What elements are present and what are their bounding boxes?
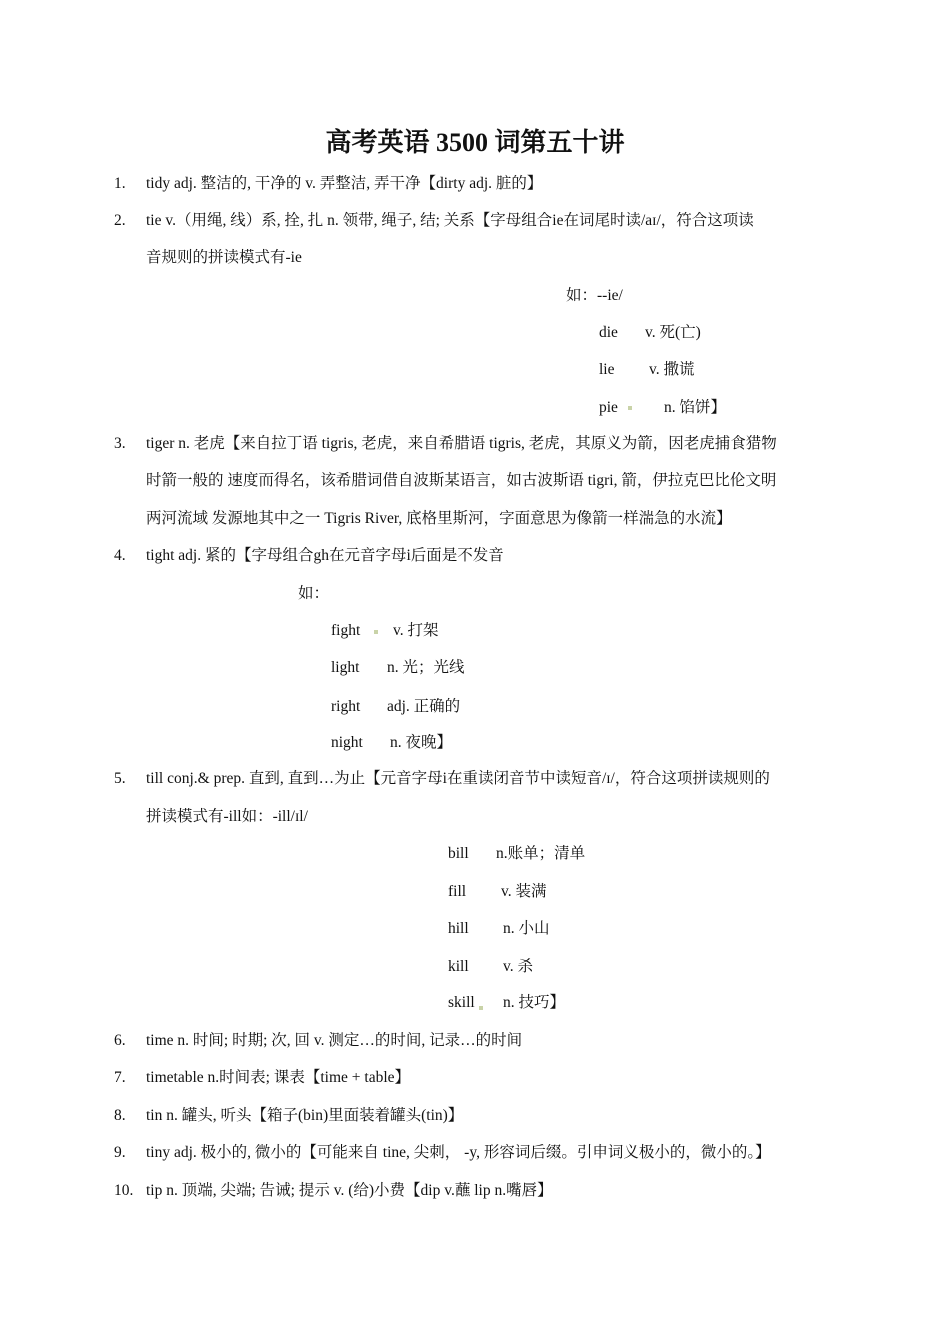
example-meaning: v. 死(亡) [645,324,701,341]
item-text: tie v.（用绳, 线）系, 拴, 扎 n. 领带, 绳子, 结; 关系【字母组合ie在词尾时读/aɪ/，符合这项读 [146,212,754,229]
example-word: hill [448,920,469,937]
example-word: bill [448,845,469,862]
item-text: 时箭一般的 速度而得名，该希腊词借自波斯某语言，如古波斯语 tigri, 箭，伊拉克巴比伦文明 [146,472,777,489]
example-word: die [599,324,618,341]
item-number: 7. [114,1069,126,1086]
speck-mark [374,630,378,634]
example-meaning: n. 小山 [503,920,550,937]
page-title: 高考英语 3500 词第五十讲 [325,128,625,157]
speck-mark [628,406,632,410]
item-text: tip n. 顶端, 尖端; 告诫; 提示 v. (给)小费【dip v.蘸 lip n.嘴唇】 [146,1182,553,1199]
item-number: 3. [114,435,126,452]
item-text: tiny adj. 极小的, 微小的【可能来自 tine, 尖刺， -y, 形容词后缀。引申词义极小的，微小的。】 [146,1144,771,1161]
example-word: pie [599,399,618,416]
example-meaning: n. 技巧】 [503,994,566,1011]
item-text: 音规则的拼读模式有-ie [146,249,302,266]
example-word: night [331,734,363,751]
item-number: 2. [114,212,126,229]
example-meaning: n. 光；光线 [387,659,465,676]
example-meaning: n.账单；清单 [496,845,586,862]
item-text: 拼读模式有-ill如：-ill/ɪl/ [146,808,308,825]
example-meaning: v. 装满 [501,883,547,900]
example-meaning: v. 撒谎 [649,361,695,378]
item-text: tidy adj. 整洁的, 干净的 v. 弄整洁, 弄干净【dirty adj. 脏的】 [146,175,543,192]
item-text: 两河流域 发源地其中之一 Tigris River, 底格里斯河，字面意思为像箭一样湍急的水流】 [146,510,732,527]
item-number: 5. [114,770,126,787]
item-text: time n. 时间; 时期; 次, 回 v. 测定…的时间, 记录…的时间 [146,1032,523,1049]
item-text: tiger n. 老虎【来自拉丁语 tigris, 老虎，来自希腊语 tigris, 老虎，其原义为箭，因老虎捕食猎物 [146,435,777,452]
item-number: 8. [114,1107,126,1124]
example-word: lie [599,361,615,378]
speck-mark [479,1006,483,1010]
example-label: 如： [298,585,330,602]
example-meaning: v. 杀 [503,958,533,975]
item-number: 4. [114,547,126,564]
example-meaning: n. 夜晚】 [390,734,453,751]
example-label: 如：--ie/ [566,287,623,304]
item-number: 6. [114,1032,126,1049]
example-meaning: n. 馅饼】 [664,399,727,416]
item-text: timetable n.时间表; 课表【time + table】 [146,1069,411,1086]
item-text: tin n. 罐头, 听头【箱子(bin)里面装着罐头(tin)】 [146,1107,464,1124]
example-meaning: v. 打架 [393,622,439,639]
example-word: kill [448,958,469,975]
example-word: fight [331,622,361,639]
item-number: 1. [114,175,126,192]
item-number: 9. [114,1144,126,1161]
item-number: 10. [114,1182,134,1199]
example-word: right [331,698,361,715]
item-text: till conj.& prep. 直到, 直到…为止【元音字母i在重读闭音节中读短音/ɪ/，符合这项拼读规则的 [146,770,770,787]
example-word: light [331,659,360,676]
example-word: skill [448,994,475,1011]
item-text: tight adj. 紧的【字母组合gh在元音字母i后面是不发音 [146,547,504,564]
example-meaning: adj. 正确的 [387,698,461,715]
example-word: fill [448,883,467,900]
